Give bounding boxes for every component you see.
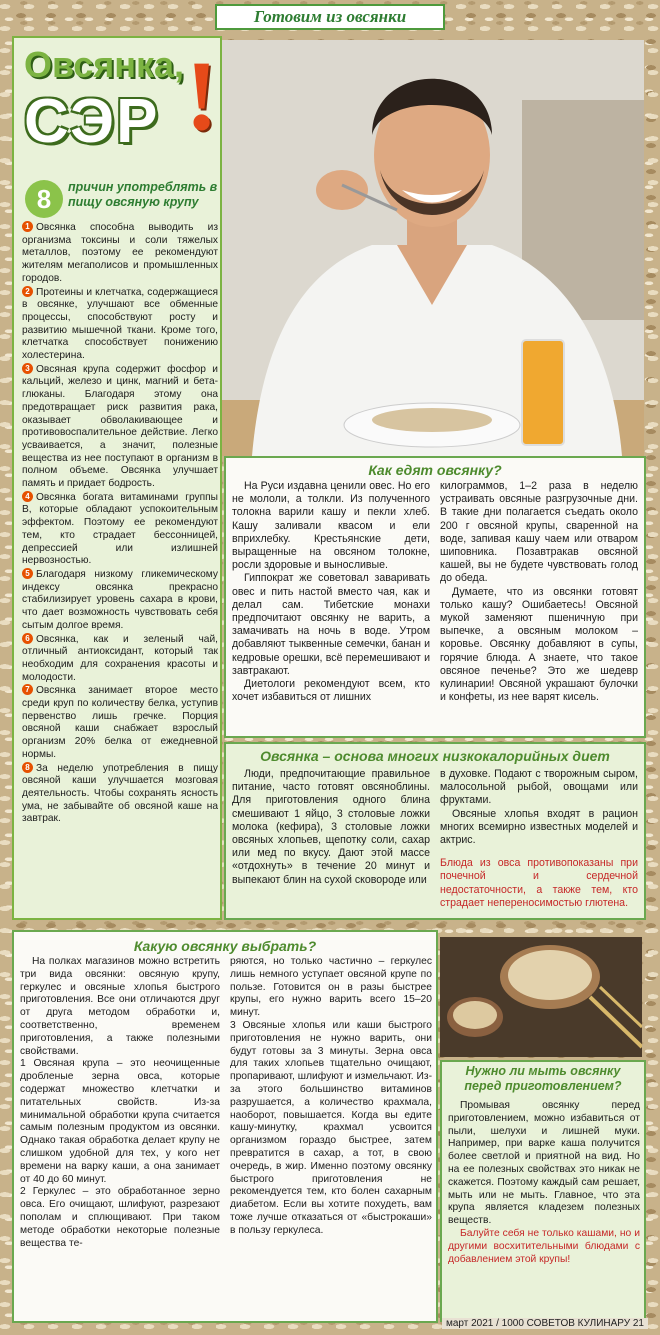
choose-heading: Какую овсянку выбрать?: [133, 938, 317, 954]
how-eat-p4: килограммов, 1–2 раза в неделю устраивать овсяные разгрузочные дни. В такие дни полагается съедать около 200 г овсяной крупы, сваренной на воде, запивая кашу чаем или отваром шиповника. Позавтракав овсяной кашей, вы не будете чувствовать голод до обеда.: [440, 480, 638, 585]
choose-p2: 1 Овсяная крупа – это неочищенные дробленые зерна овса, которые содержат множество клетчатки и питательных свойств. Из-за минимальной обработки крупа считается самым полезным продуктом из овсянки. Однако такая обработка делает крупу не слишком удобной для тех, у кого нет времени на варку каши, а она занимает от 40 до 60 минут.: [20, 1058, 220, 1185]
choose-p4: ряются, но только частично – геркулес лишь немного уступает овсяной крупе по пользе. Готовится он в разы быстрее крупы, его нужно варить всего 15–20 минут.: [230, 956, 432, 1019]
rubric-header: Готовим из овсянки: [215, 4, 445, 30]
reason-text: Благодаря низкому гликемическому индексу овсянка прекрасно стабилизирует уровень сахара в крови, что дает возможность чувствовать себя сытым долгое время.: [22, 568, 218, 631]
reason-item: [22, 568, 218, 633]
reason-number: 2: [22, 286, 33, 297]
reason-item: [22, 363, 218, 491]
choose-p3: 2 Геркулес – это обработанное зерно овса. Его очищают, шлифуют, разрезают пополам и сплющивают. При таком методе обработки некоторые полезные вещества те-: [20, 1186, 220, 1249]
wash-col: [448, 1100, 640, 1266]
choose-p5: 3 Овсяные хлопья или каши быстрого приготовления не нужно варить, они будут готовы за 3 минуты. Зерна овса для таких хлопьев тщательно очищают, пропаривают, шлифуют и измельчают. Из-за этого большинство витаминов разрушается, а количество крахмала, наоборот, повышается. Когда вы едите кашу-минутку, крахмал усвоится организмом гораздо быстрее, затем превратится в сахар, а тот, в свою очередь, в жир. Именно поэтому овсянку быстрого приготовления не рекомендуется тем, кто болен сахарным диабетом. Если вы хотите похудеть, вам тоже лучше отказаться от «быстрокаши» в пользу геркулеса.: [230, 1019, 432, 1236]
reason-text: Овсянка, как и зеленый чай, отличный антиоксидант, который так необходим для сохранения красоты и молодости.: [22, 633, 218, 683]
wash-heading: Нужно ли мыть овсянку перед приготовлением?: [464, 1064, 622, 1093]
reason-text: Протеины и клетчатка, содержащиеся в овсянке, улучшают все обменные процессы, способствуют росту и развитию мышечной ткани. Кроме того, клетчатка способствует понижению холестерина.: [22, 286, 218, 362]
man-eating-oatmeal-photo: [222, 40, 644, 456]
reason-text: Овсянка способна выводить из организма токсины и соли тяжелых металлов, поэтому ее рекомендуют жителям мегаполисов и промышленных городов.: [22, 222, 218, 284]
diet-p2: в духовке. Подают с творожным сыром, малосольной рыбой, овощами или фруктами.: [440, 768, 638, 807]
title-exclamation: !: [185, 40, 219, 151]
diet-p1: Люди, предпочитающие правильное питание, часто готовят овсяноблины. Для приготовления одного блина смешивают 1 яйцо, 3 столовые ложки молока (кефира), 3 столовые ложки овсяных хлопьев, щепотку соли, сахар или мед по вкусу. Дают этой массе «отдохнуть» в течение 20 минут и выпекают блин на сухой сковороде или: [232, 768, 430, 886]
reason-text: За неделю употребления в пищу овсяной каши улучшается мозговая деятельность. Чтобы сохранять ясность ума, не забывайте об овсяной каше на завтрак.: [22, 762, 218, 825]
how-eat-p1: На Руси издавна ценили овес. Но его не мололи, а толкли. Из полученного толокна варили кашу и пекли хлеб. Кашу заливали квасом и ели вприхлебку. Крестьянские дети, выращенные на овсяном толокне, росли здоровые и выносливые.: [232, 480, 430, 572]
reason-text: Овсяная крупа содержит фосфор и кальций, железо и цинк, магний и бета-глюканы. Благодаря этому она предотвращает риск развития рака, оказывает обволакивающее и противовоспалительное действие. Легко усваивается, а значит, полезные вещества из нее поступают в организм в полном объеме. Овсянка улучшает память и придает бодрость.: [22, 363, 218, 490]
page-footer: март 2021 / 1000 СОВЕТОВ КУЛИНАРУ 21: [442, 1318, 648, 1329]
reason-item: [22, 221, 218, 286]
choose-col1: [20, 956, 220, 1250]
diet-p3: Овсяные хлопья входят в рацион многих всемирно известных моделей и актрис.: [440, 807, 638, 847]
how-eat-p5: Думаете, что из овсянки готовят только кашу? Ошибаетесь! Овсяной мукой заменяют пшеничную при выпечке, а овсяным молоком – коровье. Овсянку добавляют в супы, горячие блюда. А знаете, что такое овсяное печенье? Это же шедевр кулинарии! Овсяной украшают булочки и конфеты, из нее варят кисель.: [440, 585, 638, 704]
diet-heading: Овсянка – основа многих низкокалорийных диет: [260, 748, 610, 764]
how-eat-col2: [440, 480, 638, 704]
reasons-number: 8: [25, 180, 63, 218]
reason-number: 8: [22, 762, 33, 773]
reasons-heading-text: причин употреблять в пищу овсяную крупу: [68, 180, 218, 209]
choose-col2: [230, 956, 432, 1238]
wash-tip: Балуйте себя не только кашами, но и другими восхитительными блюдами с добавлением этой крупы!: [448, 1227, 640, 1265]
reason-item: [22, 491, 218, 568]
how-eat-p3: Диетологи рекомендуют всем, кто хочет избавиться от лишних: [232, 678, 430, 704]
reason-text: Овсянка занимает второе место среди круп по количеству белка, уступив первенство лишь гречке. Порция овсяной каши снабжает взрослый организм 20% белка от ежедневной нормы.: [22, 685, 218, 760]
reason-text: Овсянка богата витаминами группы В, которые обладают успокоительным эффектом. Поэтому ее рекомендуют тем, кто страдает бессонницей, депрессией или излишней нервозностью.: [22, 491, 218, 567]
title-line2: СЭР: [24, 87, 160, 156]
reason-number: 7: [22, 684, 33, 695]
reason-number: 4: [22, 491, 33, 502]
wash-text: Промывая овсянку перед приготовлением, можно избавиться от пыли, шелухи и лишней муки. Например, при варке каша получится более светлой и приятной на вид. Но на ее полезных свойствах это никак не скажется. Поэтому каждый сам решает, мыть или не мыть. Главное, что эта крупа является кладезем полезных веществ.: [448, 1100, 640, 1227]
reasons-heading: [25, 180, 225, 218]
title-line1: Овсянка,: [24, 44, 185, 85]
reasons-list: [22, 221, 218, 826]
diet-col2: [440, 768, 638, 910]
oat-flakes-photo: [440, 937, 642, 1057]
reason-item: [22, 762, 218, 827]
reason-item: [22, 286, 218, 363]
reason-number: 5: [22, 568, 33, 579]
how-eat-p2: Гиппократ же советовал заваривать овес и пить настой вместо чая, как и делал сам. Тибетские монахи предпочитают овсянку не варить, а замачивать на ночь в воде. Утром добавляют тыквенные семечки, банан и кедровые орешки, всё перемешивают и завтракают.: [232, 572, 430, 677]
reason-number: 1: [22, 221, 33, 232]
diet-col1: [232, 768, 430, 887]
diet-warning: Блюда из овса противопоказаны при почечной и сердечной недостаточности, а также тем, кто страдает непереносимостью глютена.: [440, 857, 638, 909]
reason-item: [22, 684, 218, 761]
reason-item: [22, 633, 218, 685]
how-eat-heading: Как едят овсянку?: [368, 462, 502, 478]
reason-number: 6: [22, 633, 33, 644]
how-eat-col1: [232, 480, 430, 704]
choose-p1: На полках магазинов можно встретить три вида овсянки: овсяную крупу, геркулес и овсяные хлопья быстрого приготовления. Все они отличаются друг от друга методом обработки и, соответственно, временем приготовления, а также полезными свойствами.: [20, 956, 220, 1057]
reason-number: 3: [22, 363, 33, 374]
